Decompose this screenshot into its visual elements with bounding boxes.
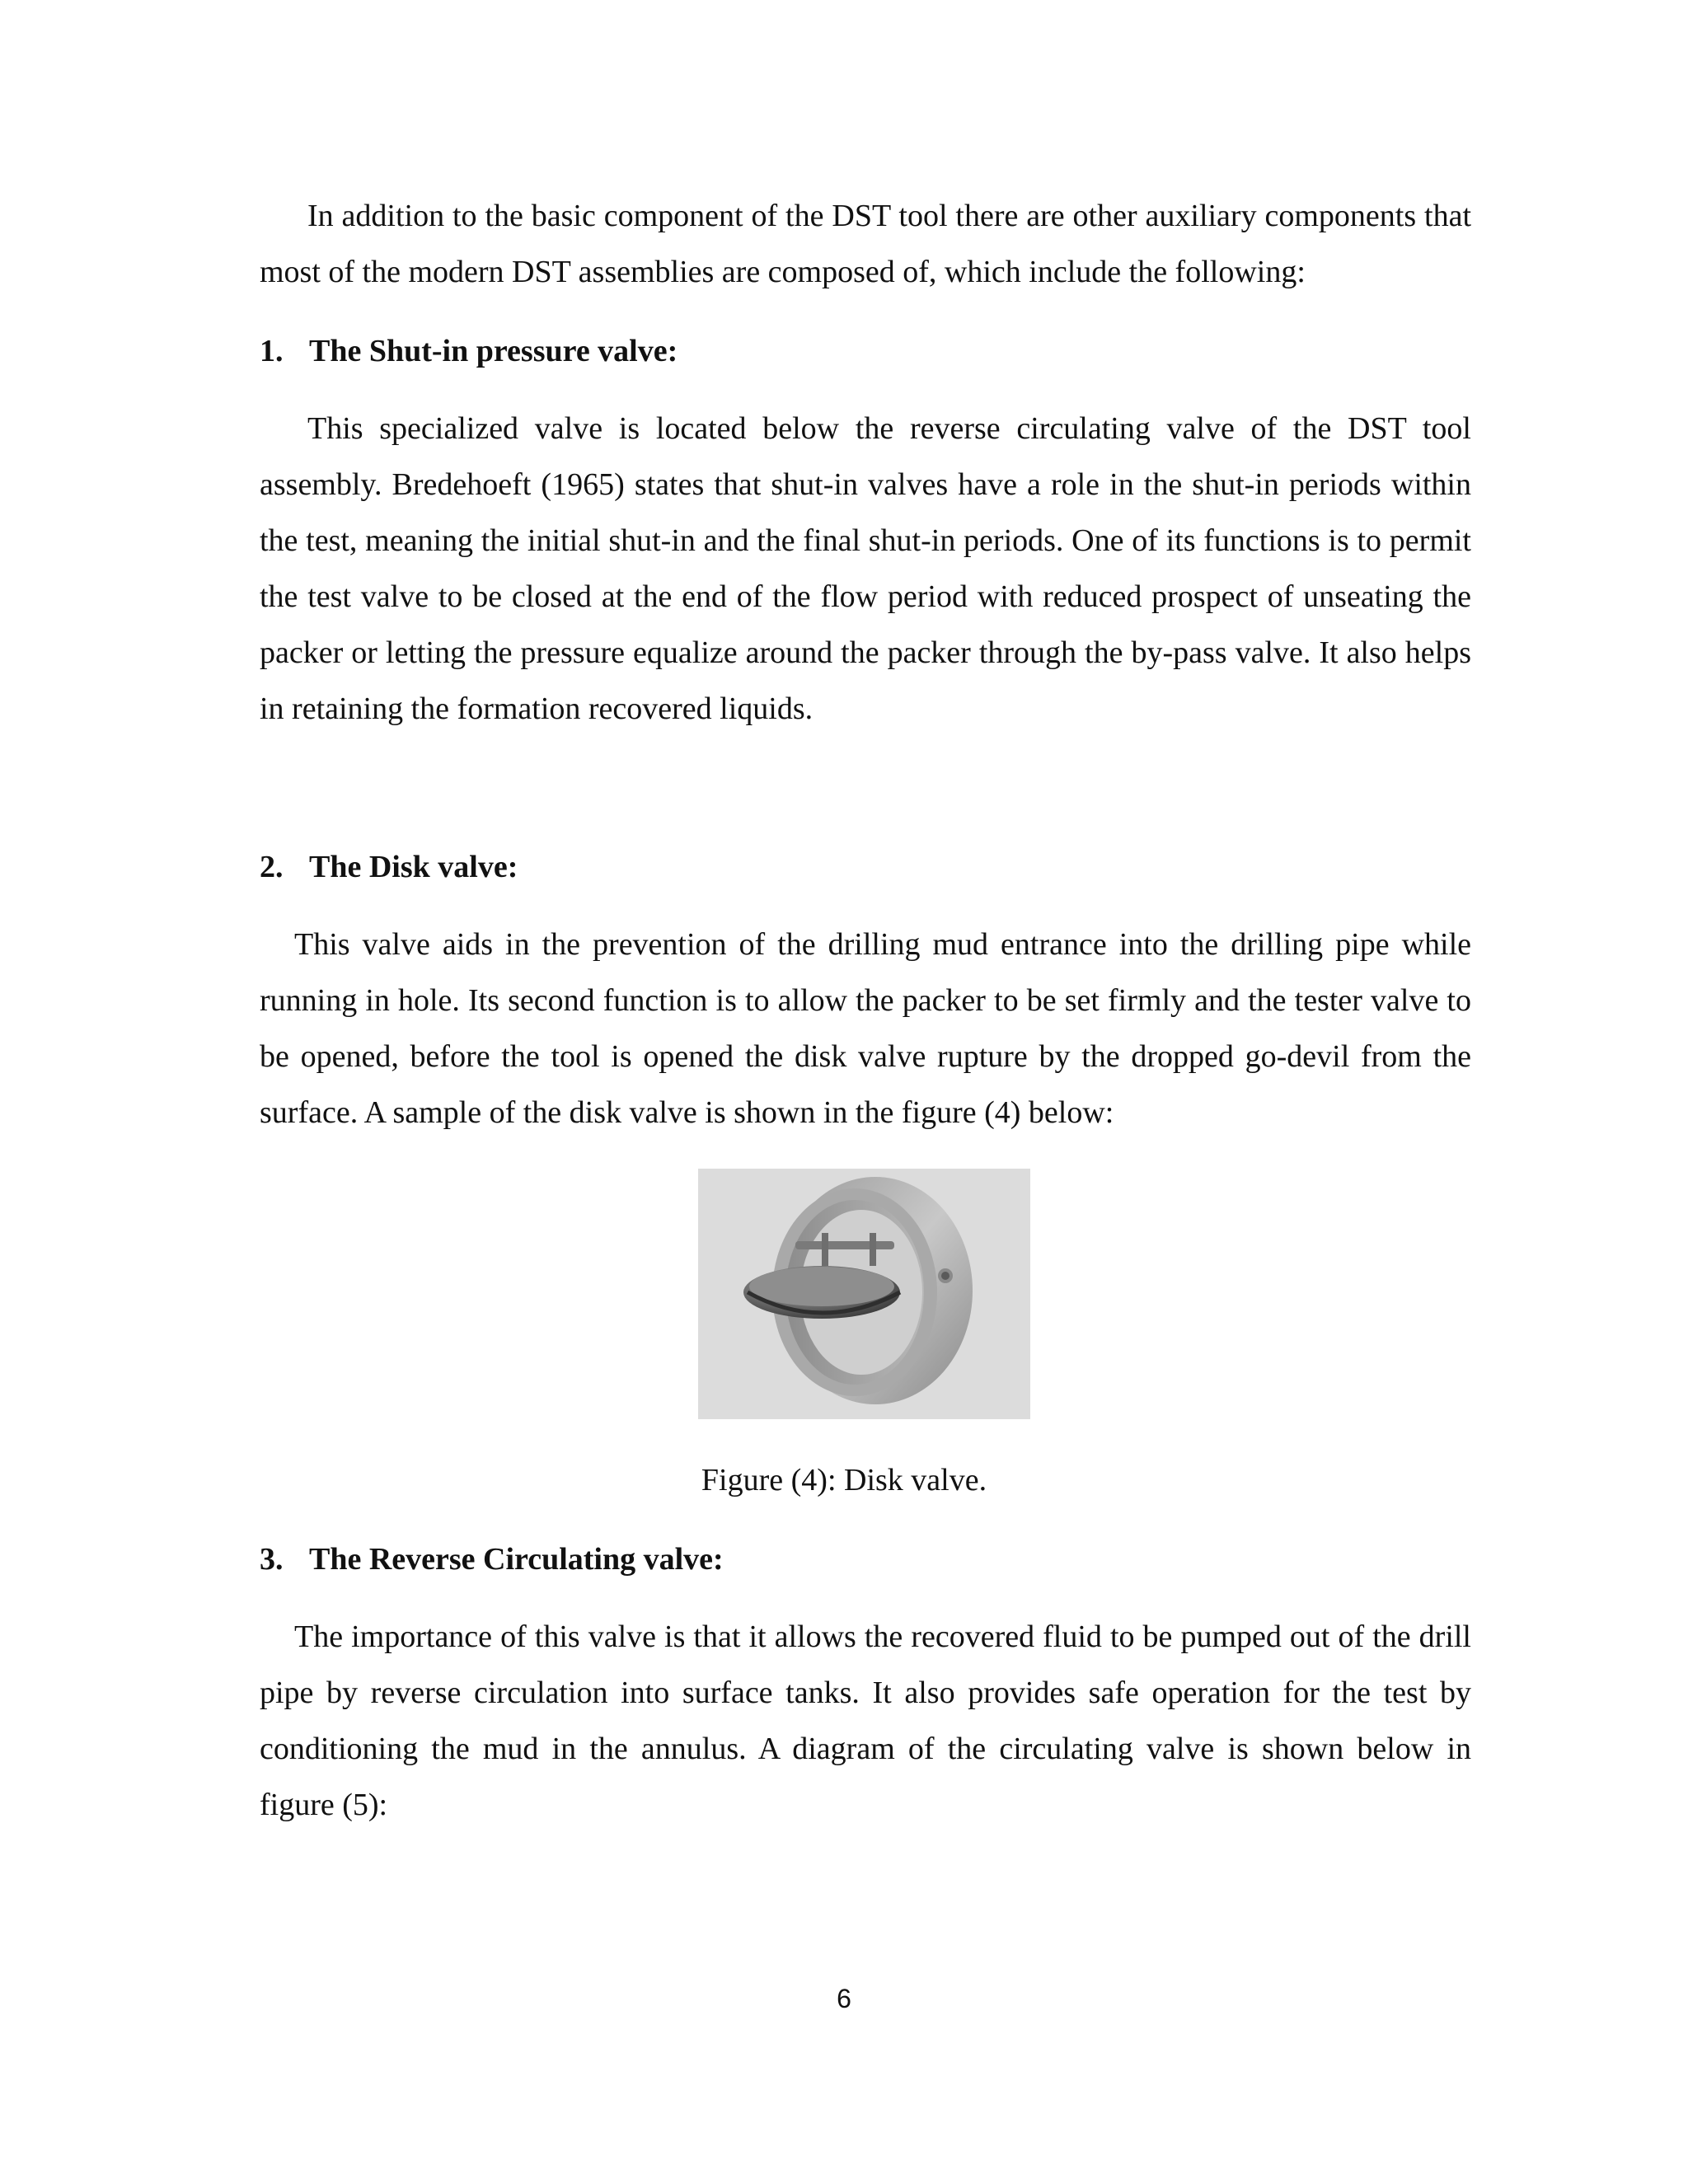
section-title: The Shut-in pressure valve: [309, 334, 678, 368]
page-number: 6 [837, 1984, 851, 2013]
section-number: 2. [260, 850, 284, 884]
section-number: 1. [260, 334, 284, 368]
section-title: The Reverse Circulating valve: [309, 1542, 724, 1577]
disk-valve-illustration [698, 1169, 1030, 1419]
shut-in-valve-paragraph: This specialized valve is located below the reverse circulating valve of the DST tool assembly. Bredehoeft (1965) states that shut-in valves have a role in the shut-in periods within the test, meaning the initial shut-in and the final shut-in periods. One of its functions is to permit the test valve to be closed at the end of the flow period with reduced prospect of unseating the packer or letting the pressure equalize around the packer through the by-pass valve. It also helps in retaining the formation recovered liquids. [260, 411, 1471, 726]
section-heading-disk-valve [260, 839, 518, 895]
reverse-circulating-valve-paragraph: The importance of this valve is that it allows the recovered fluid to be pumped out of the drill pipe by reverse circulation into surface tanks. It also provides safe operation for the test by conditioning the mud in the annulus. A diagram of the circulating valve is shown below in figure (5): [260, 1619, 1471, 1822]
disk-valve-figure-image [698, 1169, 1030, 1419]
section-heading-reverse-circulating-valve [260, 1531, 724, 1587]
section-heading-shut-in-valve [260, 323, 678, 379]
intro-paragraph: In addition to the basic component of the DST tool there are other auxiliary components that most of the modern DST assemblies are composed of, which include the following: [260, 199, 1471, 289]
section-title: The Disk valve: [309, 850, 518, 884]
section-number: 3. [260, 1542, 284, 1577]
figure-caption: Figure (4): Disk valve. [701, 1463, 987, 1497]
disk-valve-paragraph: This valve aids in the prevention of the drilling mud entrance into the drilling pipe while running in hole. Its second function is to allow the packer to be set firmly and the tester valve to be opened, before the tool is opened the disk valve rupture by the dropped go-devil from the surface. A sample of the disk valve is shown in the figure (4) below: [260, 927, 1471, 1130]
